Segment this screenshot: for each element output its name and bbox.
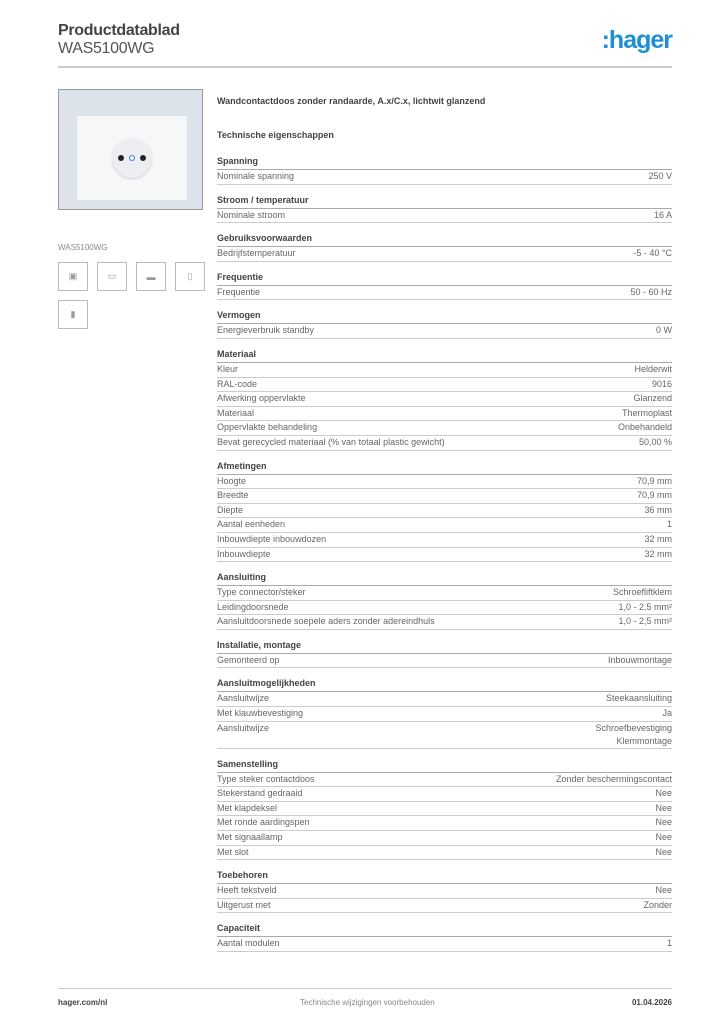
spec-value: 1,0 - 2,5 mm²: [618, 601, 672, 612]
spec-value: Nee: [655, 846, 672, 857]
group-title: Gebruiksvoorwaarden: [217, 232, 672, 247]
spec-row: [217, 787, 672, 802]
spec-row: [217, 504, 672, 519]
spec-group: [217, 271, 672, 301]
spec-value: 0 W: [655, 325, 672, 336]
group-title: Frequentie: [217, 271, 672, 286]
spec-value: 1: [666, 938, 672, 949]
spec-group: [217, 922, 672, 952]
spec-value: 32 mm: [644, 533, 672, 544]
spec-value: 9016: [651, 378, 672, 389]
spec-label: Aantal modulen: [217, 938, 280, 949]
spec-row: [217, 831, 672, 846]
spec-label: Met slot: [217, 846, 249, 857]
spec-value: 16 A: [653, 209, 672, 220]
spec-value: Nee: [655, 832, 672, 843]
spec-group: [217, 460, 672, 563]
spec-row: [217, 722, 672, 749]
spec-label: Stekerstand gedraaid: [217, 788, 303, 799]
spec-value: Nee: [655, 885, 672, 896]
footer-site-link[interactable]: hager.com/nl: [58, 998, 108, 1007]
spec-value: Schroefliftklem: [612, 587, 672, 598]
group-title: Aansluiting: [217, 571, 672, 586]
thumbnail-side-view-icon[interactable]: ▯: [175, 262, 205, 291]
spec-label: Aansluitdoorsnede soepele aders zonder adereindhuls: [217, 616, 435, 627]
spec-row: [217, 436, 672, 451]
spec-row: [217, 407, 672, 422]
spec-label: Met klapdeksel: [217, 802, 278, 813]
spec-group: [217, 677, 672, 748]
group-title: Materiaal: [217, 348, 672, 363]
spec-label: Energieverbruik standby: [217, 325, 315, 336]
spec-row: [217, 170, 672, 185]
spec-value: 50,00 %: [638, 436, 672, 447]
spec-row: [217, 489, 672, 504]
spec-value: -5 - 40 °C: [633, 248, 672, 259]
spec-row: [217, 899, 672, 914]
spec-row: [217, 378, 672, 393]
specs-table: [217, 155, 672, 961]
spec-label: RAL-code: [217, 378, 258, 389]
spec-row: [217, 846, 672, 861]
spec-row: [217, 601, 672, 616]
spec-group: [217, 869, 672, 913]
thumbnail-socket-icon[interactable]: ▣: [58, 262, 88, 291]
hager-logo: :hager: [601, 26, 672, 54]
spec-value: Ja: [662, 708, 672, 719]
spec-label: Met ronde aardingspen: [217, 817, 310, 828]
socket-plate: [77, 116, 187, 200]
spec-value: Nee: [655, 802, 672, 813]
spec-group: [217, 758, 672, 861]
spec-row: [217, 421, 672, 436]
spec-label: Inbouwdiepte: [217, 548, 271, 559]
spec-label: Kleur: [217, 363, 239, 374]
spec-value: Schroefbevestiging Klemmontage: [595, 722, 672, 746]
spec-row: [217, 884, 672, 899]
spec-group: [217, 639, 672, 669]
spec-row: [217, 586, 672, 601]
spec-value: 36 mm: [644, 504, 672, 515]
group-title: Installatie, montage: [217, 639, 672, 654]
spec-label: Bevat gerecycled materiaal (% van totaal plastic gewicht): [217, 436, 445, 447]
spec-row: [217, 692, 672, 707]
spec-row: [217, 392, 672, 407]
spec-value: Thermoplast: [621, 407, 672, 418]
spec-label: Type connector/steker: [217, 587, 306, 598]
spec-label: Met klauwbevestiging: [217, 708, 304, 719]
spec-label: Heeft tekstveld: [217, 885, 277, 896]
spec-row: [217, 518, 672, 533]
spec-row: [217, 533, 672, 548]
spec-row: [217, 247, 672, 262]
spec-label: Leidingdoorsnede: [217, 601, 289, 612]
spec-value: Zonder beschermingscontact: [555, 773, 672, 784]
spec-group: [217, 155, 672, 185]
spec-group: [217, 194, 672, 224]
header-divider: [58, 66, 672, 68]
spec-row: [217, 209, 672, 224]
spec-value: Glanzend: [633, 393, 672, 404]
image-caption: WAS5100WG: [58, 243, 108, 252]
spec-label: Nominale stroom: [217, 209, 286, 220]
group-title: Afmetingen: [217, 460, 672, 475]
spec-label: Gemonteerd op: [217, 654, 280, 665]
page-title: Productdatablad: [58, 22, 180, 39]
spec-label: Type steker contactdoos: [217, 773, 315, 784]
spec-label: Inbouwdiepte inbouwdozen: [217, 533, 327, 544]
spec-group: [217, 348, 672, 451]
footer-date: 01.04.2026: [631, 998, 672, 1007]
group-title: Capaciteit: [217, 922, 672, 937]
footer-note: Technische wijzigingen voorbehouden: [300, 998, 435, 1007]
spec-row: [217, 937, 672, 952]
spec-row: [217, 548, 672, 563]
section-title: Technische eigenschappen: [217, 130, 334, 140]
spec-label: Nominale spanning: [217, 171, 295, 181]
spec-value: 70,9 mm: [636, 475, 672, 486]
group-title: Spanning: [217, 155, 672, 170]
spec-value: Nee: [655, 788, 672, 799]
spec-row: [217, 707, 672, 722]
spec-label: Uitgerust met: [217, 899, 271, 910]
spec-label: Oppervlakte behandeling: [217, 422, 318, 433]
spec-value: 250 V: [648, 171, 672, 181]
spec-value: 50 - 60 Hz: [630, 286, 672, 297]
product-description: Wandcontactdoos zonder randaarde, A.x/C.x, lichtwit glanzend: [217, 96, 486, 106]
spec-label: Breedte: [217, 490, 249, 501]
spec-row: [217, 615, 672, 630]
spec-row: [217, 286, 672, 301]
spec-value: 70,9 mm: [636, 490, 672, 501]
spec-value: Nee: [655, 817, 672, 828]
spec-row: [217, 363, 672, 378]
spec-row: [217, 802, 672, 817]
group-title: Samenstelling: [217, 758, 672, 773]
socket-icon: [112, 138, 152, 178]
spec-row: [217, 654, 672, 669]
spec-value: 1: [666, 519, 672, 530]
spec-label: Aansluitwijze: [217, 722, 270, 733]
spec-value: Steekaansluiting: [605, 693, 672, 704]
spec-label: Diepte: [217, 504, 244, 515]
spec-value: Zonder: [643, 899, 672, 910]
spec-row: [217, 816, 672, 831]
spec-value: 1,0 - 2,5 mm²: [618, 616, 672, 627]
spec-group: [217, 232, 672, 262]
spec-value: Helderwit: [634, 363, 672, 374]
spec-value: 32 mm: [644, 548, 672, 559]
spec-value: Onbehandeld: [617, 422, 672, 433]
spec-value: Inbouwmontage: [607, 654, 672, 665]
thumbnail-drawing-icon[interactable]: ▭: [97, 262, 127, 291]
spec-row: [217, 475, 672, 490]
spec-group: [217, 571, 672, 630]
group-title: Toebehoren: [217, 869, 672, 884]
spec-label: Hoogte: [217, 475, 247, 486]
spec-row: [217, 324, 672, 339]
spec-label: Afwerking oppervlakte: [217, 393, 306, 404]
group-title: Stroom / temperatuur: [217, 194, 672, 209]
spec-label: Bedrijfstemperatuur: [217, 248, 296, 259]
spec-label: Materiaal: [217, 407, 255, 418]
spec-label: Aansluitwijze: [217, 693, 270, 704]
spec-label: Aantal eenheden: [217, 519, 286, 530]
spec-group: [217, 309, 672, 339]
thumbnail-top-view-icon[interactable]: ▬: [136, 262, 166, 291]
product-image[interactable]: [58, 89, 203, 210]
spec-label: Met signaallamp: [217, 832, 283, 843]
group-title: Vermogen: [217, 309, 672, 324]
footer-divider: [58, 988, 672, 989]
product-sku: WAS5100WG: [58, 40, 155, 57]
group-title: Aansluitmogelijkheden: [217, 677, 672, 692]
spec-row: [217, 773, 672, 788]
spec-label: Frequentie: [217, 286, 261, 297]
thumbnail-profile-icon[interactable]: ▮: [58, 300, 88, 329]
